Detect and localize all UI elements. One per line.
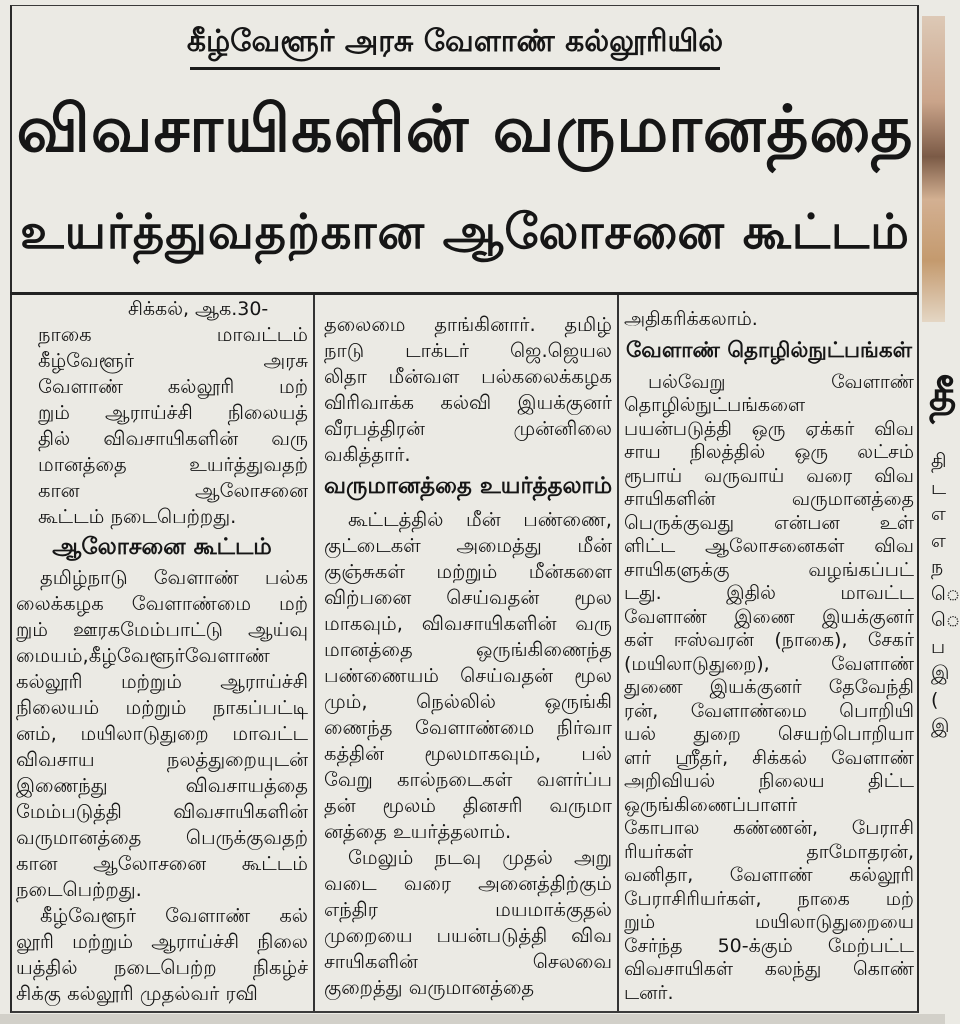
text-line: றும் ஊரகமேம்பாட்டு ஆய்வு (16, 618, 308, 641)
continued-paragraph (624, 308, 914, 332)
text-line: சாயிகளின் செலவை (324, 950, 612, 973)
text-line: தொழில்நுட்பங்களை (624, 394, 806, 416)
text-line: கோபால கண்ணன், பேராசி (624, 817, 914, 839)
text-line: கீழ்வேளூர் அரசு (38, 349, 308, 372)
adjacent-text-fragment: ட (931, 476, 947, 499)
text-line: தில் விவசாயிகளின் வரு (38, 427, 308, 450)
headline-line-2: உயர்த்துவதற்கான ஆலோசனை கூட்டம் (20, 204, 910, 260)
paragraph (324, 507, 612, 845)
dateline: சிக்கல், ஆக.30- (128, 298, 269, 320)
text-line: பயன்படுத்தி ஒரு ஏக்கர் விவ (624, 417, 914, 440)
text-line: விரிவாக்க கல்வி இயக்குனர் (324, 391, 612, 414)
text-line: ளர் ஸ்ரீதர், சிக்கல் வேளாண் (624, 746, 914, 769)
text-line: குட்டைகள் அமைத்து மீன் (324, 534, 612, 557)
text-line: கல்லூரி மற்றும் ஆராய்ச்சி (16, 670, 308, 693)
text-line: சிக்கு கல்லூரி முதல்வர் ரவி (16, 982, 258, 1005)
text-line: வீரபத்திரன் முன்னிலை (324, 417, 612, 440)
adjacent-text-fragments (923, 448, 960, 740)
text-line: றும் ஆராய்ச்சி நிலையத் (38, 401, 308, 424)
text-line: சாய நிலத்தில் ஒரு லட்சம் (624, 441, 914, 463)
column-1 (16, 296, 308, 1010)
adjacent-text-fragment: ( (931, 688, 939, 711)
adjacent-article-fragment (923, 330, 960, 1010)
text-line: லைக்கழக வேளாண்மை மற் (16, 592, 308, 615)
text-line: ணைந்த வேளாண்மை நிர்வா (324, 716, 612, 739)
text-line: சேர்ந்த 50-க்கும் மேற்பட்ட (624, 934, 914, 957)
text-line: கூட்டத்தில் மீன் பண்ணை, (348, 508, 612, 531)
continued-paragraph (324, 312, 612, 468)
text-line: மையம்,கீழ்வேளூர்வேளாண் (16, 644, 270, 667)
text-line: யத்தில் நடைபெற்ற நிகழ்ச் (16, 956, 308, 979)
kicker: கீழ்வேளூர் அரசு வேளாண் கல்லூரியில் (186, 24, 724, 59)
text-line: இணைந்து விவசாயத்தை (16, 774, 308, 797)
adjacent-text-fragment: இ (931, 662, 950, 684)
text-line: கான ஆலோசனை (38, 479, 308, 502)
text-line: துணை இயக்குனர் தேவேந்தி (624, 676, 914, 698)
text-line: நாகை மாவட்டம் (38, 323, 308, 346)
paragraph (624, 371, 914, 1006)
text-line: வேளாண் இணை இயக்குனர் (624, 605, 914, 628)
adjacent-text-fragment: எ (931, 503, 946, 525)
text-line: கத்தின் மூலமாகவும், பல் (324, 742, 612, 765)
page-edge (0, 1014, 945, 1024)
text-line: மாகவும், விவசாயிகளின் வரு (324, 612, 612, 635)
text-line: (மயிலாடுதுறை), வேளாண் (624, 652, 914, 675)
subhead: வருமானத்தை உயர்த்தலாம் (324, 473, 613, 499)
column-divider (313, 295, 315, 1011)
adjacent-photo-fragment (922, 16, 945, 322)
text-line: தமிழ்நாடு வேளாண் பல்க (40, 566, 308, 589)
text-line: நாடு டாக்டர் ஜெ.ஜெயல (324, 339, 612, 362)
text-line: எந்திர மயமாக்குதல் (324, 898, 612, 921)
text-line: நடைபெற்றது. (16, 878, 142, 901)
text-line: கீழ்வேளூர் வேளாண் கல் (40, 904, 308, 927)
text-line: ரூபாய் வருவாய் வரை விவ (624, 464, 914, 487)
text-line: கான ஆலோசனை கூட்டம் (16, 852, 308, 875)
adjacent-text-fragment: ெ (931, 582, 960, 605)
text-line: சாயிகளுக்கு வழங்கப்பட் (624, 558, 914, 581)
text-line: டனர். (624, 981, 674, 1004)
text-line: லிதா மீன்வள பல்கலைக்கழக (324, 365, 612, 388)
text-line: வகித்தார். (324, 443, 411, 466)
text-line: ளிட்ட ஆலோசனைகள் விவ (624, 535, 914, 557)
text-line: வடை வரை அனைத்திற்கும் (324, 872, 612, 895)
text-line: னம், மயிலாடுதுறை மாவட்ட (16, 722, 308, 745)
column-3 (624, 308, 914, 1012)
text-line: பண்ணையம் செய்வதன் மூல (324, 664, 612, 687)
column-divider (617, 295, 619, 1011)
text-line: மும், நெல்லில் ஒருங்கி (324, 690, 612, 713)
text-line: பேராசிரியர்கள், நாகை மற் (624, 887, 914, 910)
text-line: னத்தை உயர்த்தலாம். (324, 820, 512, 843)
text-line: வனிதா, வேளாண் கல்லூரி (624, 864, 914, 886)
text-line: நிலையம் மற்றும் நாகப்பட்டி (16, 696, 308, 719)
paragraph (324, 845, 612, 1001)
text-line: மானத்தை உயர்த்துவதற் (38, 453, 308, 476)
adjacent-headline-fragment: தீ (929, 371, 957, 420)
lead-paragraph (16, 322, 308, 530)
text-line: வருமானத்தை பெருக்குவதற் (16, 826, 308, 849)
text-line: கள் ஈஸ்வரன் (நாகை), சேகர் (624, 629, 914, 651)
text-line: லூரி மற்றும் ஆராய்ச்சி நிலை (16, 930, 308, 953)
text-line: வேளாண் கல்லூரி மற் (38, 375, 308, 398)
text-line: வேறு கால்நடைகள் வளர்ப்ப (324, 768, 612, 791)
text-line: சாயிகளின் வருமானத்தை (624, 488, 914, 510)
text-line: ரியர்கள் தாமோதரன், (624, 840, 914, 863)
text-line: விவசாயிகள் கலந்து கொண் (624, 958, 914, 980)
adjacent-text-fragment: ெ (931, 609, 960, 631)
text-line: மானத்தை ஒருங்கிணைந்த (324, 638, 612, 661)
column-2 (324, 312, 612, 1010)
text-line: கூட்டம் நடைபெற்றது. (38, 505, 237, 528)
adjacent-text-fragment: எ (931, 529, 946, 552)
text-line: டது. இதில் மாவட்ட (624, 582, 914, 604)
text-line: பல்வேறு வேளாண் (648, 370, 914, 393)
text-line: ஒருங்கிணைப்பாளர் (624, 793, 798, 816)
subhead: ஆலோசனை கூட்டம் (52, 534, 272, 560)
subhead: வேளாண் தொழில்நுட்பங்கள் (626, 337, 912, 363)
text-line: யல் துறை செயற்பொறியா (624, 723, 914, 745)
adjacent-text-fragment: தி (931, 450, 947, 472)
text-line: விவசாய நலத்துறையுடன் (16, 748, 308, 771)
text-line: முறையை பயன்படுத்தி விவ (324, 924, 612, 947)
text-line: குஞ்சுகள் மற்றும் மீன்களை (324, 560, 612, 583)
adjacent-text-fragment: ந (931, 556, 944, 578)
adjacent-text-fragment: இ (931, 715, 950, 737)
kicker-underline (190, 67, 720, 70)
text-line: குறைத்து வருமானத்தை (324, 976, 535, 999)
text-line: அதிகரிக்கலாம். (624, 308, 758, 330)
text-line: மேம்படுத்தி விவசாயிகளின் (16, 800, 308, 823)
headline-rule (10, 292, 919, 295)
text-line: தன் மூலம் தினசரி வருமா (324, 794, 612, 817)
text-line: அறிவியல் நிலைய திட்ட (624, 770, 914, 792)
text-line: விற்பனை செய்வதன் மூல (324, 586, 612, 609)
text-line: தலைமை தாங்கினார். தமிழ் (324, 313, 612, 336)
text-line: றும் மயிலாடுதுறையை (624, 911, 914, 933)
text-line: மேலும் நடவு முதல் அறு (348, 846, 612, 869)
text-line: ரன், வேளாண்மை பொறியி (624, 699, 914, 722)
paragraph (16, 903, 308, 1007)
headline-line-1: விவசாயிகளின் வருமானத்தை (16, 92, 914, 167)
paragraph (16, 565, 308, 903)
adjacent-text-fragment: ப (931, 635, 946, 658)
text-line: பெருக்குவது என்பன உள் (624, 511, 914, 534)
